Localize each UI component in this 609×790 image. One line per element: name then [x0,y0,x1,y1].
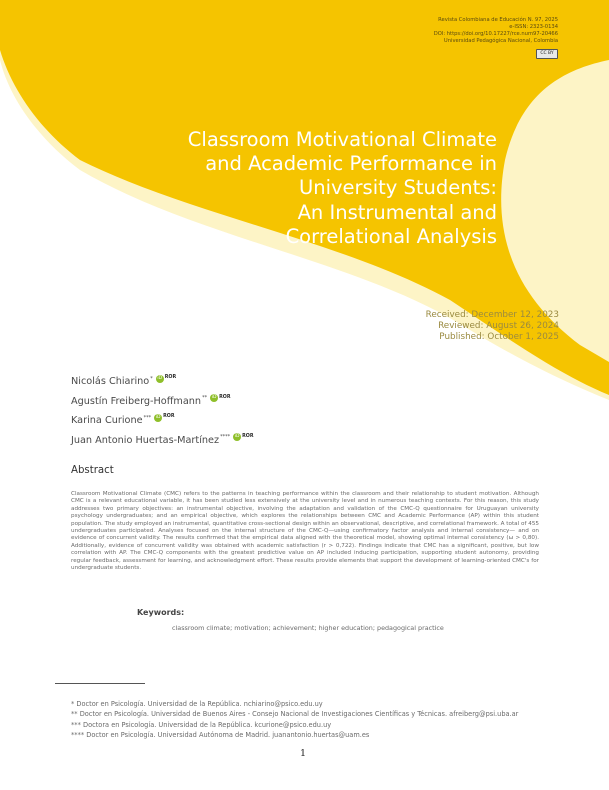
footnote: *** Doctora en Psicología. Universidad de la República. kcurione@psico.edu.uy [71,720,332,729]
footnote-mark: ** [202,395,208,402]
ror-icon[interactable]: ROR [219,394,231,400]
ror-icon[interactable]: ROR [163,414,175,420]
footnote-divider [55,683,145,684]
author-entry [71,411,254,431]
title-line: An Instrumental and [297,200,497,224]
page-number: 1 [300,748,307,759]
author-name: Nicolás Chiarino [71,376,150,388]
keywords-text: classroom climate; motivation; achievement; higher education; pedagogical practice [172,624,444,632]
footnote-mark: *** [143,414,152,421]
author-name: Agustín Freiberg-Hoffmann [71,395,202,407]
author-entry [71,431,254,451]
footnote: * Doctor en Psicología. Universidad de la República. nchiarino@psico.edu.uy [71,700,323,708]
footnote: **** Doctor en Psicología. Universidad Autónoma de Madrid. juanantonio.huertas@uam.es [71,730,370,739]
date-received: Received: December 12, 2023 [425,310,559,320]
orcid-icon[interactable]: iD [211,395,217,401]
footnote-mark: **** [220,434,231,441]
ror-icon[interactable]: ROR [242,433,254,439]
cc-license-badge[interactable]: CC BY [536,49,558,59]
title-line: Classroom Motivational Climate [187,128,497,151]
title-line: and Academic Performance in [205,152,497,176]
author-list [71,372,254,450]
journal-issn: e-ISSN: 2323-0134 [509,24,558,30]
ror-icon[interactable]: ROR [164,375,177,381]
abstract-heading: Abstract [71,465,114,476]
date-published: Published: October 1, 2025 [439,332,559,343]
article-title [97,128,497,249]
keywords-heading: Keywords: [137,608,185,617]
footnote: ** Doctor en Psicología. Universidad de Buenos Aires - Consejo Nacional de Investigaciones Científicas y Técnicas. afreiberg@psi.uba.ar [71,710,519,719]
footnotes [71,699,541,740]
author-name: Juan Antonio Huertas-Martínez [71,434,220,446]
journal-publisher: Universidad Pedagógica Nacional, Colombia [443,38,558,44]
orcid-icon[interactable]: iD [234,434,240,440]
author-name: Karina Curione [71,415,143,427]
footnote-mark: * [150,375,153,382]
abstract-text: Classroom Motivational Climate (CMC) refers to the patterns in teaching performance within the classroom and their relationship to student motivation. Although CMC is a relevant educational variable, it has been studied less extensively at the university level and in numerous teaching contexts. For this reason, this study addresses two primary objectives: an instrumental objective, involving the adaptation and validation of the CMC-Q questionnaire for Uruguayan university psychology undergraduates; and an empirical objective, which explores the relationships between CMC and Academic Performance (AP) within this student population. The study employed an instrumental, quantitative cross-sectional design within an observational, descriptive, and correlational framework. A total of 455 undergraduates participated. Analyses focused on the internal structure of the CMC-Q—using confirmatory factor analysis and internal consistency— and on evidence of concurrent validity. The results confirmed that the empirical data aligned with the theoretical model, showing optimal internal consistency (ω > 0,80). Additionally, evidence of concurrent validity was obtained with academic satisfaction (r > 0,722). Findings indicate that CMC has a significant, positive, but low correlation with AP. The CMC-Q components with the greatest predictive value on AP included inducing participation, supporting student autonomy, providing regular feedback, assessment for learning, and acknowledgment effort. These results provide elements that support the development of learning-oriented CMC's for undergraduate students. [71,491,539,572]
journal-doi[interactable]: DOI: https://doi.org/10.17227/rce.num97-20466 [433,31,558,37]
journal-info [434,17,558,45]
orcid-icon[interactable]: iD [157,375,163,381]
title-line: Correlational Analysis [285,224,497,248]
title-line: University Students: [298,176,497,200]
author-entry [71,392,254,412]
journal-issue: Revista Colombiana de Educación N. 97, 2025 [438,17,558,23]
article-dates [426,310,559,344]
orcid-icon[interactable]: iD [155,414,161,420]
author-entry [71,372,254,392]
date-reviewed: Reviewed: August 26, 2024 [438,321,559,332]
